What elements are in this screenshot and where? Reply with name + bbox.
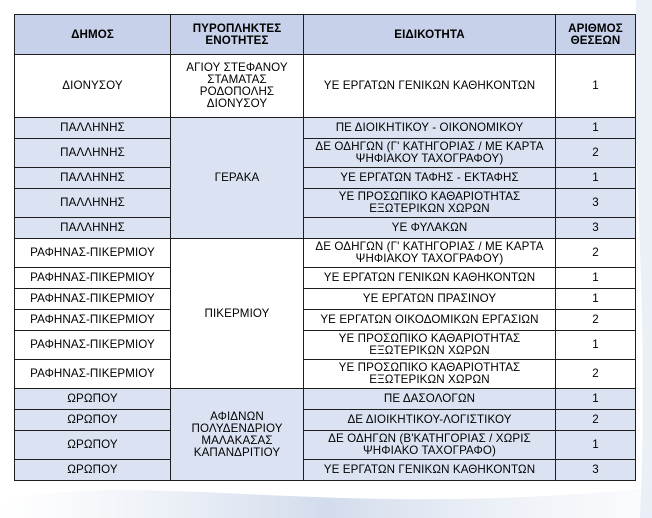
- table-row: [15, 389, 636, 410]
- municipality-cell: ΡΑΦΗΝΑΣ-ΠΙΚΕΡΜΙΟΥ: [15, 268, 171, 289]
- table-row: [15, 431, 636, 460]
- specialty-cell: ΥΕ ΦΥΛΑΚΩΝ: [304, 218, 556, 239]
- specialty-cell: ΔΕ ΟΔΗΓΩΝ (Γ' ΚΑΤΗΓΟΡΙΑΣ / ΜΕ ΚΑΡΤΑ ΨΗΦΙΑΚΟΥ ΤΑΧΟΓΡΑΦΟΥ): [304, 139, 556, 168]
- positions-cell: 1: [556, 168, 636, 189]
- table-row: [15, 118, 636, 139]
- municipality-cell: ΡΑΦΗΝΑΣ-ΠΙΚΕΡΜΙΟΥ: [15, 360, 171, 389]
- specialty-cell: ΠΕ ΔΙΟΙΚΗΤΙΚΟΥ - ΟΙΚΟΝΟΜΙΚΟΥ: [304, 118, 556, 139]
- table-header-row: [15, 15, 636, 55]
- positions-cell: 2: [556, 139, 636, 168]
- municipality-cell: ΩΡΩΠΟΥ: [15, 389, 171, 410]
- specialty-cell: ΥΕ ΕΡΓΑΤΩΝ ΠΡΑΣΙΝΟΥ: [304, 289, 556, 310]
- municipality-cell: ΠΑΛΛΗΝΗΣ: [15, 189, 171, 218]
- municipality-cell: ΡΑΦΗΝΑΣ-ΠΙΚΕΡΜΙΟΥ: [15, 310, 171, 331]
- table-row: [15, 218, 636, 239]
- positions-cell: 1: [556, 289, 636, 310]
- positions-cell: 1: [556, 118, 636, 139]
- positions-cell: 2: [556, 310, 636, 331]
- table-row: [15, 268, 636, 289]
- unit-cell: ΑΓΙΟΥ ΣΤΕΦΑΝΟΥ ΣΤΑΜΑΤΑΣ ΡΟΔΟΠΟΛΗΣ ΔΙΟΝΥΣΟΥ: [171, 55, 304, 118]
- unit-cell: ΠΙΚΕΡΜΙΟΥ: [171, 239, 304, 389]
- specialty-cell: ΥΕ ΕΡΓΑΤΩΝ ΤΑΦΗΣ - ΕΚΤΑΦΗΣ: [304, 168, 556, 189]
- specialty-cell: ΥΕ ΕΡΓΑΤΩΝ ΟΙΚΟΔΟΜΙΚΩΝ ΕΡΓΑΣΙΩΝ: [304, 310, 556, 331]
- specialty-cell: ΔΕ ΟΔΗΓΩΝ (Γ' ΚΑΤΗΓΟΡΙΑΣ / ΜΕ ΚΑΡΤΑ ΨΗΦΙΑΚΟΥ ΤΑΧΟΓΡΑΦΟΥ): [304, 239, 556, 268]
- municipality-cell: ΡΑΦΗΝΑΣ-ΠΙΚΕΡΜΙΟΥ: [15, 331, 171, 360]
- municipality-cell: ΩΡΩΠΟΥ: [15, 431, 171, 460]
- header-specialty: ΕΙΔΙΚΟΤΗΤΑ: [304, 15, 556, 55]
- positions-cell: 2: [556, 239, 636, 268]
- specialty-cell: ΥΕ ΠΡΟΣΩΠΙΚΟ ΚΑΘΑΡΙΟΤΗΤΑΣ ΕΞΩΤΕΡΙΚΩΝ ΧΩΡΩΝ: [304, 360, 556, 389]
- positions-cell: 1: [556, 431, 636, 460]
- specialty-cell: ΥΕ ΠΡΟΣΩΠΙΚΟ ΚΑΘΑΡΙΟΤΗΤΑΣ ΕΞΩΤΕΡΙΚΩΝ ΧΩΡΩΝ: [304, 189, 556, 218]
- positions-cell: 3: [556, 460, 636, 481]
- municipality-cell: ΩΡΩΠΟΥ: [15, 460, 171, 481]
- specialty-cell: ΥΕ ΕΡΓΑΤΩΝ ΓΕΝΙΚΩΝ ΚΑΘΗΚΟΝΤΩΝ: [304, 55, 556, 118]
- unit-cell: ΑΦΙΔΝΩΝ ΠΟΛΥΔΕΝΔΡΙΟΥ ΜΑΛΑΚΑΣΑΣ ΚΑΠΑΝΔΡΙΤΙΟΥ: [171, 389, 304, 481]
- municipality-cell: ΠΑΛΛΗΝΗΣ: [15, 139, 171, 168]
- positions-cell: 3: [556, 189, 636, 218]
- table-row: [15, 331, 636, 360]
- table-row: [15, 460, 636, 481]
- positions-cell: 2: [556, 360, 636, 389]
- positions-cell: 1: [556, 331, 636, 360]
- table-row: [15, 239, 636, 268]
- municipality-cell: ΠΑΛΛΗΝΗΣ: [15, 218, 171, 239]
- table-row: [15, 289, 636, 310]
- specialty-cell: ΠΕ ΔΑΣΟΛΟΓΩΝ: [304, 389, 556, 410]
- municipality-cell: ΔΙΟΝΥΣΟΥ: [15, 55, 171, 118]
- positions-table: [14, 14, 636, 481]
- specialty-cell: ΥΕ ΕΡΓΑΤΩΝ ΓΕΝΙΚΩΝ ΚΑΘΗΚΟΝΤΩΝ: [304, 268, 556, 289]
- table-row: [15, 360, 636, 389]
- table-row: [15, 55, 636, 118]
- positions-cell: 3: [556, 218, 636, 239]
- table-row: [15, 310, 636, 331]
- positions-cell: 2: [556, 410, 636, 431]
- specialty-cell: ΥΕ ΠΡΟΣΩΠΙΚΟ ΚΑΘΑΡΙΟΤΗΤΑΣ ΕΞΩΤΕΡΙΚΩΝ ΧΩΡΩΝ: [304, 331, 556, 360]
- municipality-cell: ΠΑΛΛΗΝΗΣ: [15, 168, 171, 189]
- municipality-cell: ΡΑΦΗΝΑΣ-ΠΙΚΕΡΜΙΟΥ: [15, 289, 171, 310]
- positions-cell: 1: [556, 55, 636, 118]
- municipality-cell: ΠΑΛΛΗΝΗΣ: [15, 118, 171, 139]
- positions-cell: 1: [556, 268, 636, 289]
- table-row: [15, 168, 636, 189]
- specialty-cell: ΔΕ ΟΔΗΓΩΝ (Β'ΚΑΤΗΓΟΡΙΑΣ / ΧΩΡΙΣ ΨΗΦΙΑΚΟ ΤΑΧΟΓΡΑΦΟ): [304, 431, 556, 460]
- header-positions: ΑΡΙΘΜΟΣ ΘΕΣΕΩΝ: [556, 15, 636, 55]
- municipality-cell: ΩΡΩΠΟΥ: [15, 410, 171, 431]
- table-row: [15, 139, 636, 168]
- municipality-cell: ΡΑΦΗΝΑΣ-ΠΙΚΕΡΜΙΟΥ: [15, 239, 171, 268]
- header-municipality: ΔΗΜΟΣ: [15, 15, 171, 55]
- header-affected-units: ΠΥΡΟΠΛΗΚΤΕΣ ΕΝΟΤΗΤΕΣ: [171, 15, 304, 55]
- positions-cell: 1: [556, 389, 636, 410]
- table-row: [15, 189, 636, 218]
- table-row: [15, 410, 636, 431]
- specialty-cell: ΥΕ ΕΡΓΑΤΩΝ ΓΕΝΙΚΩΝ ΚΑΘΗΚΟΝΤΩΝ: [304, 460, 556, 481]
- specialty-cell: ΔΕ ΔΙΟΙΚΗΤΙΚΟΥ-ΛΟΓΙΣΤΙΚΟΥ: [304, 410, 556, 431]
- unit-cell: ΓΕΡΑΚΑ: [171, 118, 304, 239]
